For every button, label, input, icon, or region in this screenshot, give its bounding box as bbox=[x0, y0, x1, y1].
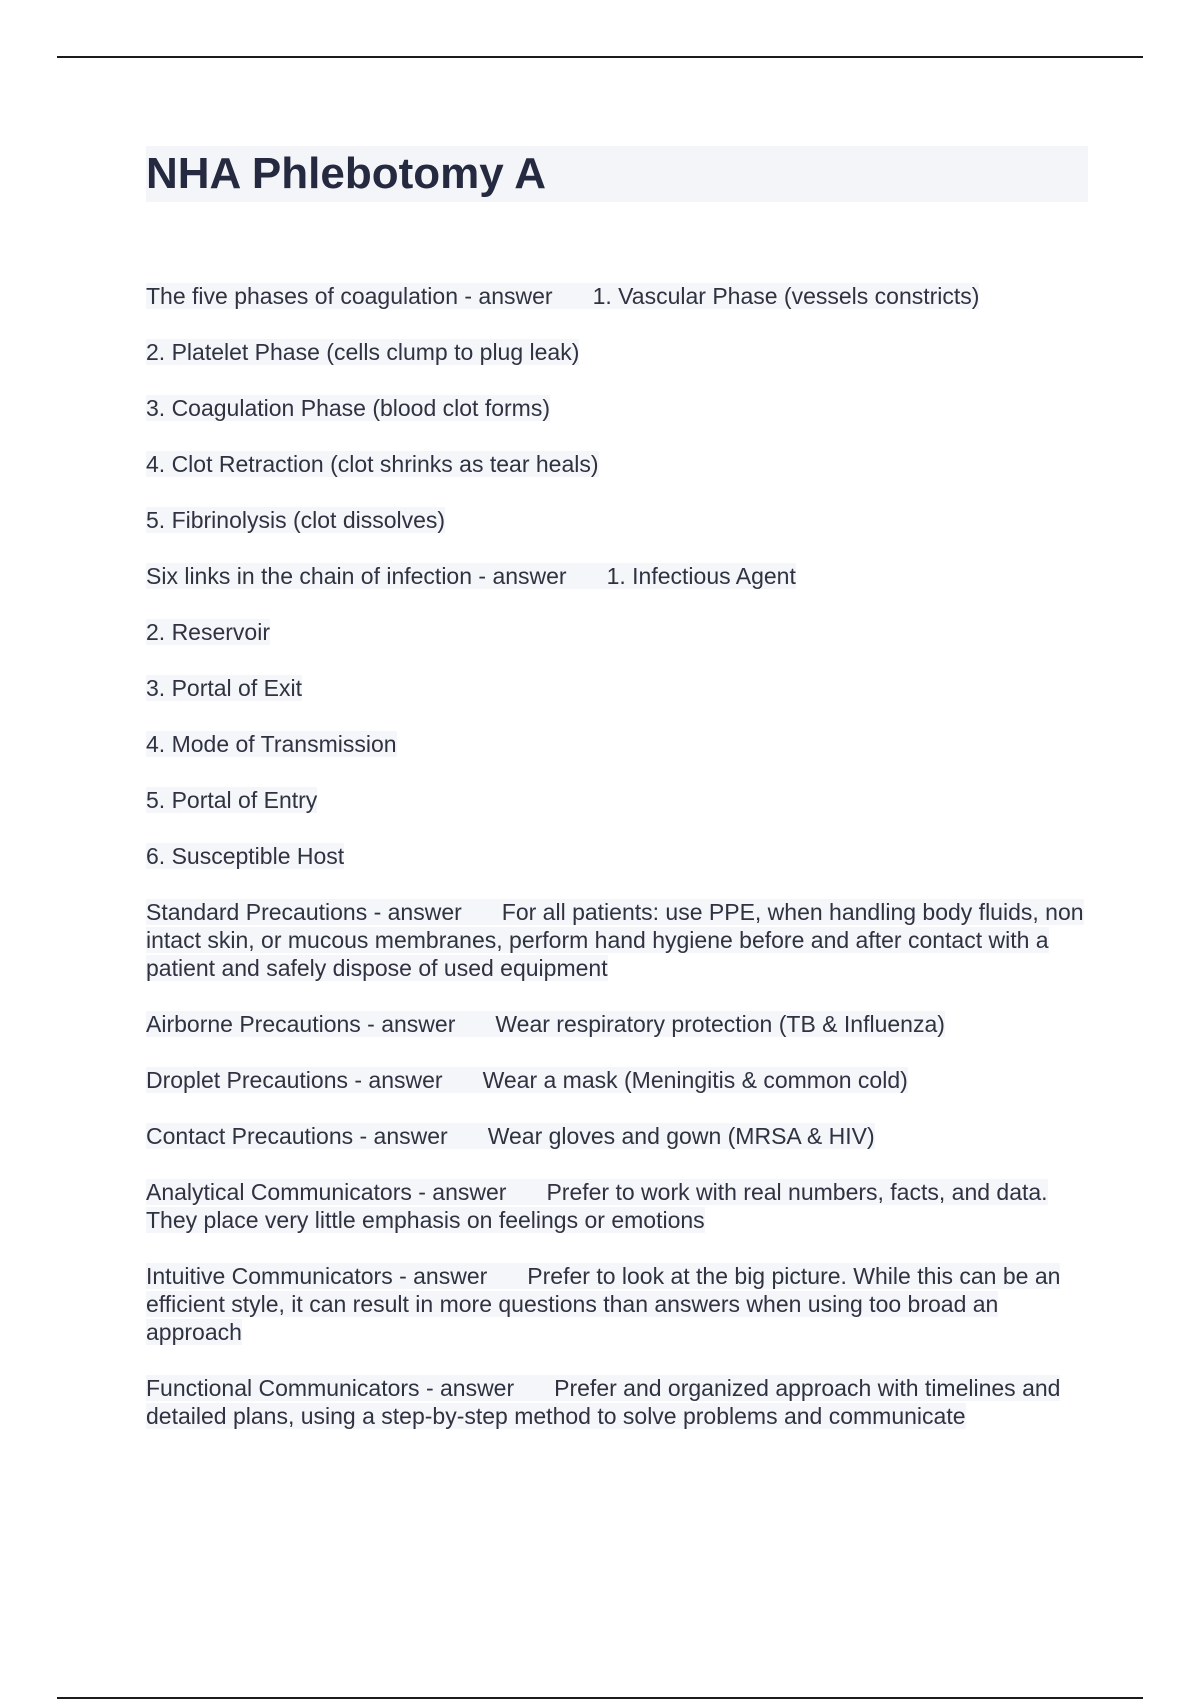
page-title: NHA Phlebotomy A bbox=[146, 146, 1088, 202]
qa-entry bbox=[146, 282, 1086, 310]
entry-answer: Wear respiratory protection (TB & Influenza) bbox=[495, 1011, 945, 1037]
list-item: 5. Fibrinolysis (clot dissolves) bbox=[146, 507, 446, 533]
entry-answer: Wear gloves and gown (MRSA & HIV) bbox=[487, 1123, 875, 1149]
qa-entry bbox=[146, 1122, 1086, 1150]
entry-answer: Prefer to look at the big picture. While this can be an efficient style, it can result in more questions than answers when using too broad an approach bbox=[146, 1263, 1061, 1345]
qa-entry bbox=[146, 898, 1086, 982]
entry-term: Six links in the chain of infection - answer bbox=[146, 563, 567, 589]
entry-term: Contact Precautions - answer bbox=[146, 1123, 448, 1149]
entry-answer: Prefer to work with real numbers, facts, and data. They place very little emphasis on feelings or emotions bbox=[146, 1179, 1048, 1233]
top-rule bbox=[57, 56, 1143, 58]
entry-answer: 1. Vascular Phase (vessels constricts) bbox=[592, 283, 980, 309]
qa-entry bbox=[146, 1374, 1086, 1430]
entry-term: Standard Precautions - answer bbox=[146, 899, 462, 925]
list-item: 5. Portal of Entry bbox=[146, 787, 318, 813]
entry-term: Airborne Precautions - answer bbox=[146, 1011, 456, 1037]
qa-entry bbox=[146, 562, 1086, 590]
list-item: 4. Clot Retraction (clot shrinks as tear heals) bbox=[146, 451, 599, 477]
qa-entry bbox=[146, 1178, 1086, 1234]
entry-answer: Wear a mask (Meningitis & common cold) bbox=[482, 1067, 908, 1093]
entry-term: Droplet Precautions - answer bbox=[146, 1067, 443, 1093]
list-item: 2. Reservoir bbox=[146, 619, 270, 645]
list-item: 6. Susceptible Host bbox=[146, 843, 345, 869]
list-item: 3. Portal of Exit bbox=[146, 675, 302, 701]
entry-term: Functional Communicators - answer bbox=[146, 1375, 515, 1401]
entry-answer: 1. Infectious Agent bbox=[606, 563, 796, 589]
bottom-rule bbox=[57, 1697, 1143, 1699]
qa-entry bbox=[146, 1010, 1086, 1038]
entry-answer: Prefer and organized approach with timelines and detailed plans, using a step-by-step method to solve problems and communicate bbox=[146, 1375, 1061, 1429]
document-body bbox=[146, 282, 1086, 1458]
entry-answer: For all patients: use PPE, when handling body fluids, non intact skin, or mucous membranes, perform hand hygiene before and after contact with a patient and safely dispose of used equipment bbox=[146, 899, 1084, 981]
list-item: 4. Mode of Transmission bbox=[146, 731, 397, 757]
qa-entry bbox=[146, 1066, 1086, 1094]
list-item: 2. Platelet Phase (cells clump to plug leak) bbox=[146, 339, 580, 365]
list-item: 3. Coagulation Phase (blood clot forms) bbox=[146, 395, 550, 421]
entry-term: Intuitive Communicators - answer bbox=[146, 1263, 488, 1289]
entry-term: The five phases of coagulation - answer bbox=[146, 283, 553, 309]
qa-entry bbox=[146, 1262, 1086, 1346]
entry-term: Analytical Communicators - answer bbox=[146, 1179, 507, 1205]
